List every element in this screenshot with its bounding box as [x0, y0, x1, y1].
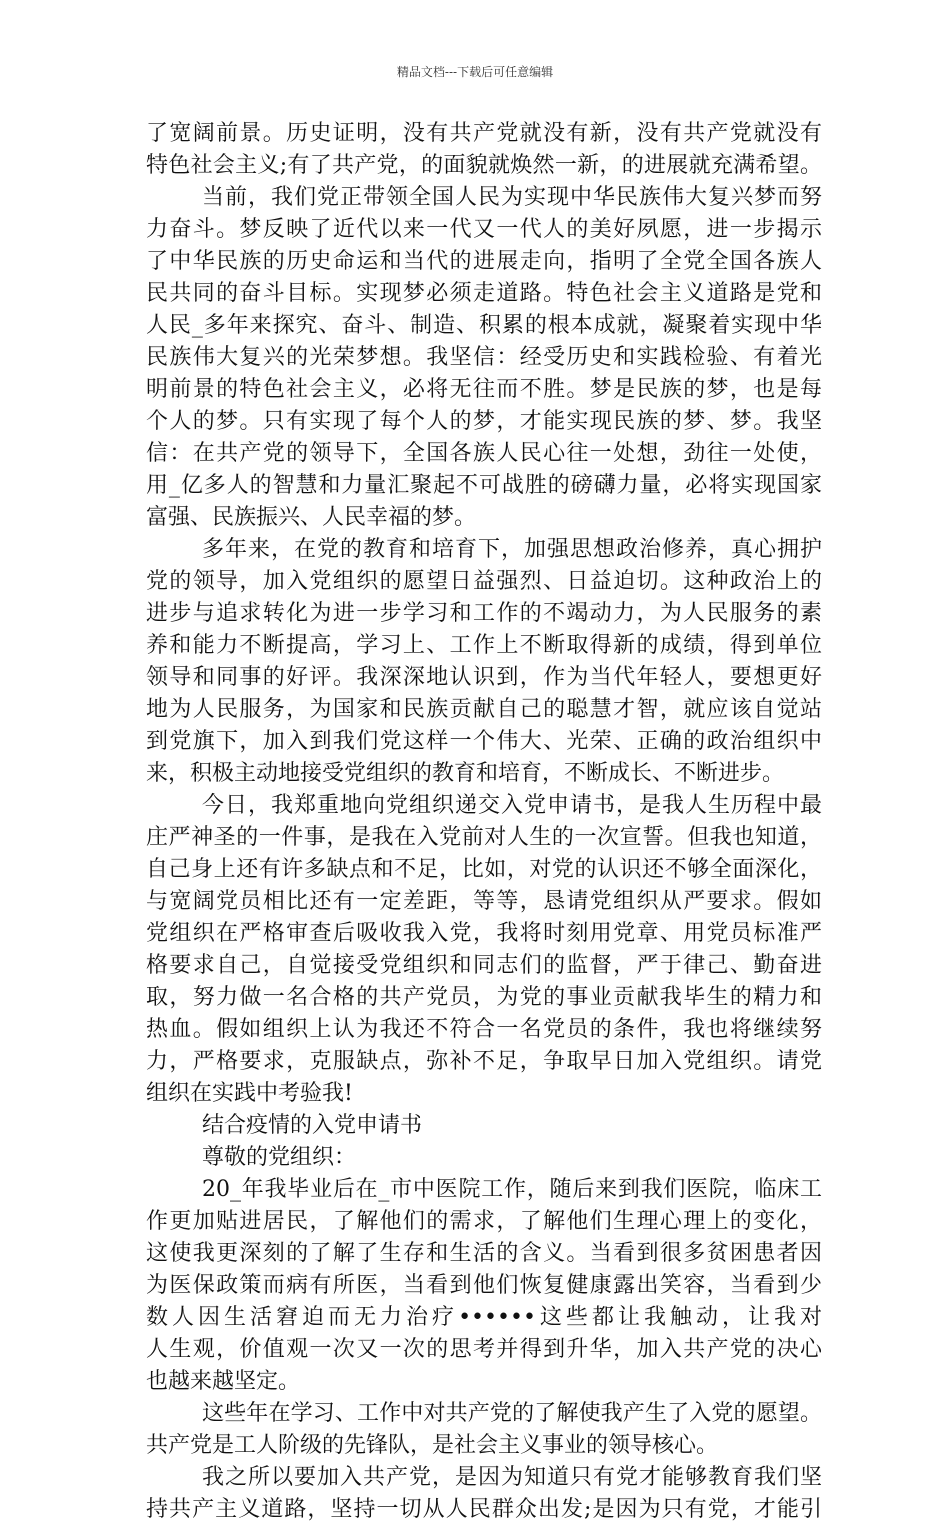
text-line: 养和能力不断提高，学习上、工作上不断取得新的成绩，得到单位	[146, 633, 822, 658]
text-line: 民族伟大复兴的光荣梦想。我坚信：经受历史和实践检验、有着光	[146, 345, 822, 370]
text-line: 人生观，价值观一次又一次的思考并得到升华，加入共产党的决心	[146, 1337, 822, 1362]
text-line: 特色社会主义;有了共产党，的面貌就焕然一新，的进展就充满希望。	[146, 153, 822, 178]
text-line: 人民_多年来探究、奋斗、制造、积累的根本成就，凝聚着实现中华	[146, 313, 822, 338]
text-line: 进步与追求转化为进一步学习和工作的不竭动力，为人民服务的素	[146, 601, 822, 626]
text-line: 力，严格要求，克服缺点，弥补不足，争取早日加入党组织。请党	[146, 1049, 822, 1074]
text-line: 了中华民族的历史命运和当代的进展走向，指明了全党全国各族人	[146, 249, 822, 274]
text-line: 多年来，在党的教育和培育下，加强思想政治修养，真心拥护	[202, 537, 822, 562]
text-line: 我之所以要加入共产党，是因为知道只有党才能够教育我们坚	[202, 1465, 822, 1490]
text-line: 自己身上还有许多缺点和不足，比如，对党的认识还不够全面深化，	[146, 857, 822, 882]
text-line: 取，努力做一名合格的共产党员，为党的事业贡献我毕生的精力和	[146, 985, 822, 1010]
text-line: 力奋斗。梦反映了近代以来一代又一代人的美好夙愿，进一步揭示	[146, 217, 822, 242]
document-body	[146, 118, 822, 1526]
text-line: 持共产主义道路，坚持一切从人民群众出发;是因为只有党，才能引	[146, 1497, 822, 1522]
text-line: 热血。假如组织上认为我还不符合一名党员的条件，我也将继续努	[146, 1017, 822, 1042]
text-line: 庄严神圣的一件事，是我在入党前对人生的一次宣誓。但我也知道，	[146, 825, 822, 850]
text-line: 了宽阔前景。历史证明，没有共产党就没有新，没有共产党就没有	[146, 121, 822, 146]
text-line: 地为人民服务，为国家和民族贡献自己的聪慧才智，就应该自觉站	[146, 697, 822, 722]
text-line: 也越来越坚定。	[146, 1369, 301, 1394]
text-line: 数人因生活窘迫而无力治疗••••••这些都让我触动，让我对	[146, 1305, 822, 1330]
text-line: 尊敬的党组织：	[202, 1145, 357, 1170]
text-line: 民共同的奋斗目标。实现梦必须走道路。特色社会主义道路是党和	[146, 281, 822, 306]
text-line: 个人的梦。只有实现了每个人的梦，才能实现民族的梦、梦。我坚	[146, 409, 822, 434]
text-line: 用_亿多人的智慧和力量汇聚起不可战胜的磅礴力量，必将实现国家	[146, 473, 822, 498]
text-line: 与宽阔党员相比还有一定差距，等等，恳请党组织从严要求。假如	[146, 889, 822, 914]
text-line: 20_年我毕业后在_市中医院工作，随后来到我们医院，临床工	[202, 1177, 822, 1202]
text-line: 富强、民族振兴、人民幸福的梦。	[146, 505, 477, 530]
text-line: 结合疫情的入党申请书	[202, 1113, 423, 1138]
text-line: 这使我更深刻的了解了生存和生活的含义。当看到很多贫困患者因	[146, 1241, 822, 1266]
text-line: 当前，我们党正带领全国人民为实现中华民族伟大复兴梦而努	[202, 185, 822, 210]
text-line: 领导和同事的好评。我深深地认识到，作为当代年轻人，要想更好	[146, 665, 822, 690]
text-line: 为医保政策而病有所医，当看到他们恢复健康露出笑容，当看到少	[146, 1273, 822, 1298]
text-line: 组织在实践中考验我!	[146, 1081, 353, 1106]
text-line: 来，积极主动地接受党组织的教育和培育，不断成长、不断进步。	[146, 761, 785, 786]
text-line: 到党旗下，加入到我们党这样一个伟大、光荣、正确的政治组织中	[146, 729, 822, 754]
text-line: 共产党是工人阶级的先锋队，是社会主义事业的领导核心。	[146, 1433, 719, 1458]
text-line: 明前景的特色社会主义，必将无往而不胜。梦是民族的梦，也是每	[146, 377, 822, 402]
text-line: 信：在共产党的领导下，全国各族人民心往一处想，劲往一处使，	[146, 441, 822, 466]
text-line: 今日，我郑重地向党组织递交入党申请书，是我人生历程中最	[202, 793, 822, 818]
text-line: 党的领导，加入党组织的愿望日益强烈、日益迫切。这种政治上的	[146, 569, 822, 594]
text-line: 格要求自己，自觉接受党组织和同志们的监督，严于律己、勤奋进	[146, 953, 822, 978]
text-line: 作更加贴进居民，了解他们的需求，了解他们生理心理上的变化，	[146, 1209, 822, 1234]
page-header: 精品文档---下载后可任意编辑	[396, 65, 554, 79]
text-line: 党组织在严格审查后吸收我入党，我将时刻用党章、用党员标准严	[146, 921, 822, 946]
text-line: 这些年在学习、工作中对共产党的了解使我产生了入党的愿望。	[202, 1401, 822, 1426]
